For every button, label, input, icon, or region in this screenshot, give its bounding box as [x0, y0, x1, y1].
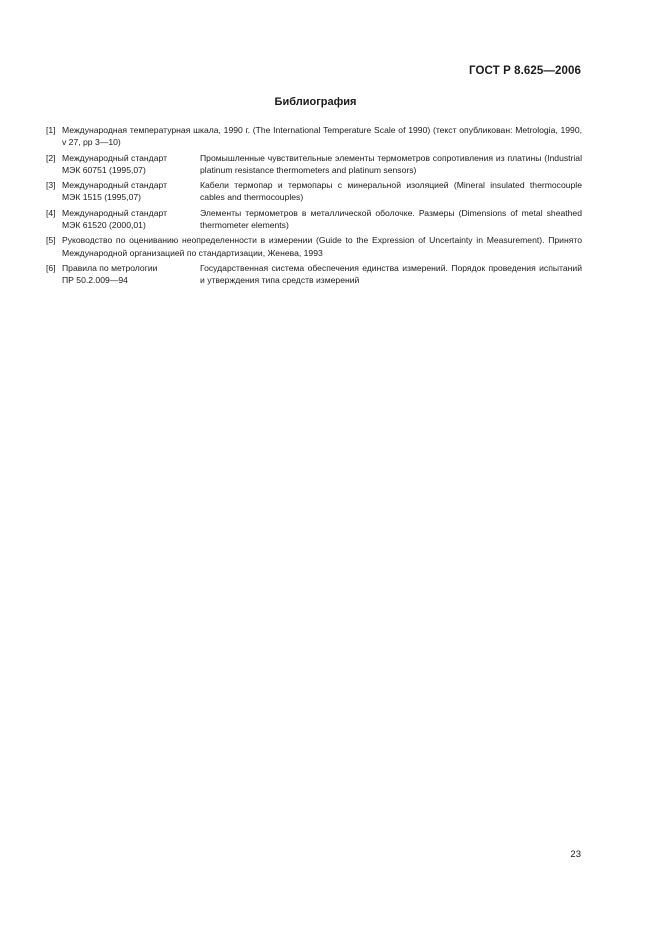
- entry-description: Кабели термопар и термопары с минеральной изоляцией (Mineral insulated thermocouple cables and thermocouples): [200, 180, 582, 203]
- bibliography-entry-2: [46, 152, 582, 176]
- reference-type: Правила по метрологии: [62, 262, 158, 273]
- entry-reference: [62, 262, 200, 286]
- entry-number: [1]: [46, 125, 56, 135]
- entry-number: [3]: [46, 180, 56, 191]
- reference-type: Международный стандарт: [62, 207, 168, 218]
- entry-reference: [62, 152, 200, 176]
- entry-number: [5]: [46, 235, 56, 246]
- entry-text: Международная температурная шкала, 1990 г. (The International Temperature Scale of 1990) (текст опубликован: Metrologia, 1990, v 27, pp 3—10): [62, 125, 582, 148]
- bibliography-entry-6: [46, 262, 582, 286]
- reference-type: Международный стандарт: [62, 180, 168, 191]
- reference-id: ПР 50.2.009—94: [62, 275, 128, 286]
- entry-number: [2]: [46, 152, 56, 163]
- entry-reference: [62, 179, 200, 203]
- page-number: 23: [570, 849, 581, 860]
- document-code: ГОСТ Р 8.625—2006: [469, 65, 581, 77]
- entry-number: [6]: [46, 262, 56, 273]
- entry-description: Элементы термометров в металлической оболочке. Размеры (Dimensions of metal sheathed thermometer elements): [200, 207, 582, 230]
- entry-description: Промышленные чувствительные элементы термометров сопротивления из платины (Industrial platinum resistance thermometers and platinum sensors): [200, 152, 582, 175]
- bibliography-entry-5: [46, 234, 582, 258]
- page-title: Библиография: [274, 96, 357, 108]
- bibliography-list: [46, 124, 582, 290]
- reference-id: МЭК 1515 (1995,07): [62, 192, 142, 203]
- reference-id: МЭК 61520 (2000,01): [62, 219, 146, 230]
- bibliography-entry-4: [46, 207, 582, 231]
- entry-description: Государственная система обеспечения единства измерений. Порядок проведения испытаний и утверждения типа средств измерений: [200, 262, 582, 286]
- bibliography-entry-3: [46, 179, 582, 203]
- bibliography-entry-1: [46, 124, 582, 148]
- entry-reference: [62, 207, 200, 231]
- entry-number: [4]: [46, 207, 56, 218]
- reference-id: МЭК 60751 (1995,07): [62, 164, 146, 175]
- reference-type: Международный стандарт: [62, 152, 168, 163]
- entry-text: Руководство по оцениванию неопределенности в измерении (Guide to the Expression of Uncertainty in Measurement). Принято Международной организацией по стандартизации, Женева, 1993: [62, 235, 582, 258]
